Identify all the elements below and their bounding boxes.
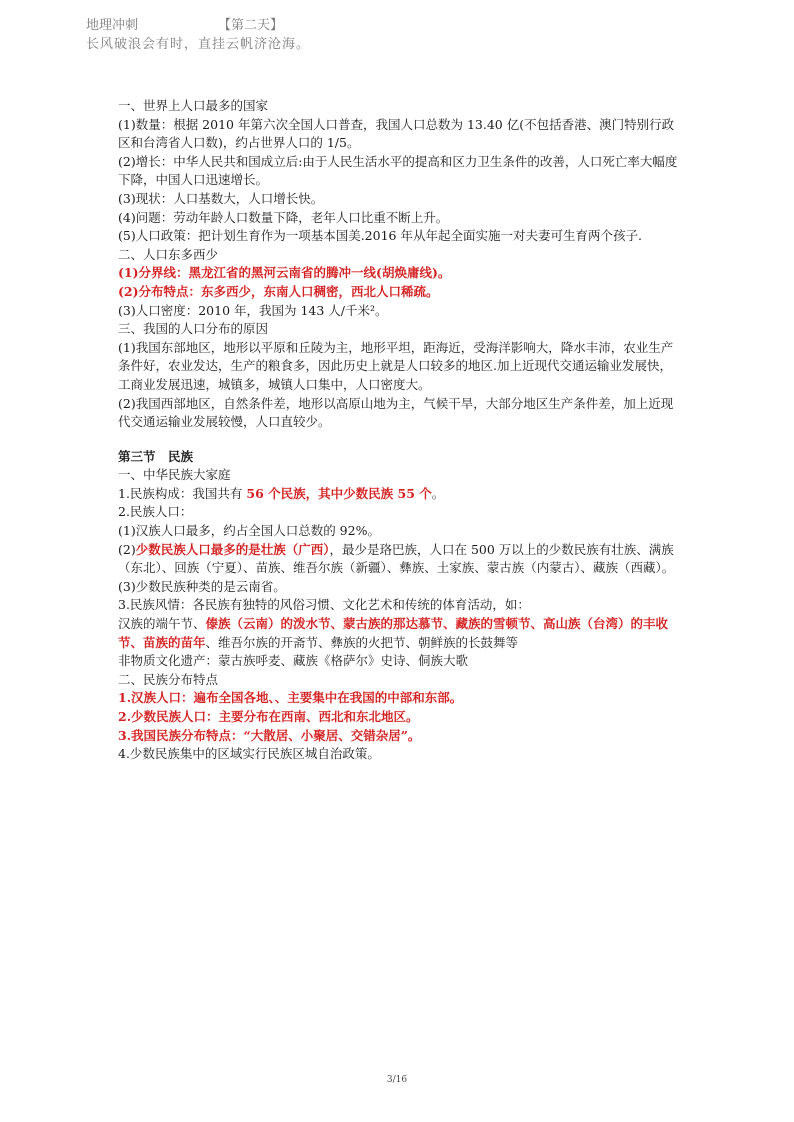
header-day-tag: 【第二天】 <box>218 18 284 33</box>
festival-rest: 、维吾尔族的开斋节、彝族的火把节、朝鲜族的长鼓舞等 <box>205 634 519 650</box>
paragraph-heritage: 非物质文化遗产：蒙古族呼麦、藏族《格萨尔》史诗、侗族大歌 <box>118 653 469 669</box>
paragraph-autonomy-policy: 4.少数民族集中的区域实行民族区城自治政策。 <box>118 746 380 762</box>
heading-east-west: 二、人口东多西少 <box>118 246 219 262</box>
highlight-boundary-line: (1)分界线：黑龙江省的黑河云南省的腾冲一线(胡焕庸线)。 <box>118 265 451 281</box>
paragraph-quantity: (1)数量：根据 2010 年第六次全国人口普查，我国人口总数为 13.40 亿(不包括香港、澳门特别行政区和台湾省人口数)，约占世界人口的 1/5。 <box>118 116 675 151</box>
paragraph-problem: (4)问题：劳动年龄人口数量下降，老年人口比重不断上升。 <box>118 209 449 225</box>
composition-highlight: 56 个民族，其中少数民族 55 个 <box>246 485 432 501</box>
paragraph-yunnan: (3)少数民族种类的是云南省。 <box>118 578 286 594</box>
page-header <box>86 16 310 54</box>
festival-highlight: 傣族（云南）的泼水节、蒙古族的那达慕节、藏族的雪顿节、高山族（台湾）的丰收节、苗族的苗年 <box>118 616 669 650</box>
paragraph-status: (3)现状：人口基数大，人口增长快。 <box>118 190 324 206</box>
paragraph-east-region: (1)我国东部地区，地形以平原和丘陵为主，地形平坦，距海近，受海洋影响大，降水丰沛，农业生产条件好，农业发达，生产的粮食多，因此历史上就是人口较多的地区.加上近现代交通运输业发展快，工商业发展迅速，城镇多，城镇人口集中，人口密度大。 <box>118 339 674 392</box>
paragraph-minority <box>118 541 683 578</box>
minority-rest: ，最少是珞巴族，人口在 500 万以上的少数民族有壮族、满族（东北）、回族（宁夏）、苗族、维吾尔族（新疆）、彝族、土家族、蒙古族（内蒙古）、藏族（西藏）。 <box>118 541 675 576</box>
section-title-ethnic: 第三节 民族 <box>118 448 194 464</box>
heading-populous-country: 一、世界上人口最多的国家 <box>118 98 269 113</box>
minority-highlight: 少数民族人口最多的是壮族（广西） <box>135 541 330 557</box>
paragraph-west-region: (2)我国西部地区，自然条件差，地形以高原山地为主，气候干旱，大部分地区生产条件差，加上近现代交通运输业发展较慢，人口直较少。 <box>118 395 674 430</box>
header-title: 地理冲刺 <box>86 18 139 33</box>
paragraph-customs: 3.民族风情：各民族有独特的风俗习惯、文化艺术和传统的体育活动，如： <box>118 597 530 613</box>
highlight-distribution-feature: 3.我国民族分布特点：“大散居、小聚居、交错杂居”。 <box>118 727 421 743</box>
highlight-minority-distribution: 2.少数民族人口：主要分布在西南、西北和东北地区。 <box>118 709 419 724</box>
paragraph-festivals <box>118 615 683 652</box>
heading-distribution: 二、民族分布特点 <box>118 671 219 687</box>
paragraph-growth: (2)增长：中华人民共和国成立后:由于人民生活水平的提高和区力卫生条件的改善，人口死亡率大幅度下降，中国人口迅速增长。 <box>118 153 678 188</box>
paragraph-ethnic-population: 2.民族人口： <box>118 504 193 520</box>
paragraph-composition <box>118 485 683 504</box>
paragraph-han: (1)汉族人口最多，约占全国人口总数的 92%。 <box>118 523 380 539</box>
composition-label: 1.民族构成：我国共有 <box>118 485 247 501</box>
minority-prefix: (2) <box>118 541 136 557</box>
document-body <box>118 97 683 764</box>
paragraph-policy: (5)人口政策：把计划生育作为一项基本国美.2016 年从年起全面实施一对夫妻可生育两个孩子. <box>118 228 642 244</box>
festival-prefix: 汉族的端午节、 <box>118 616 206 632</box>
header-motto: 长风破浪会有时，直挂云帆济沧海。 <box>86 37 311 52</box>
highlight-han-distribution: 1.汉族人口：遍布全国各地、、主要集中在我国的中部和东部。 <box>118 690 463 706</box>
page-number: 3/16 <box>386 1075 408 1085</box>
composition-end: 。 <box>431 485 445 501</box>
heading-ethnic-family: 一、中华民族大家庭 <box>118 467 231 483</box>
paragraph-density: (3)人口密度：2010 年，我国为 143 人/千米²。 <box>118 302 388 318</box>
highlight-distribution: (2)分布特点：东多西少，东南人口稠密，西北人口稀疏。 <box>118 283 439 299</box>
heading-reasons: 三、我国的人口分布的原因 <box>118 321 269 337</box>
